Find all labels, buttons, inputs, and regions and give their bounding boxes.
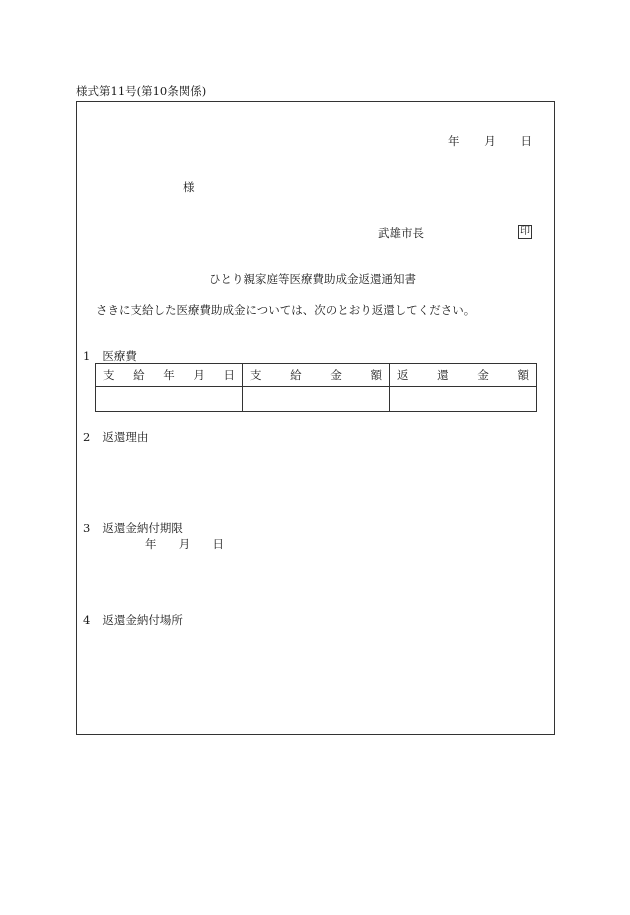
- header-payment-amount: [243, 364, 390, 387]
- header-char: 給: [290, 368, 302, 382]
- cell-refund-amount[interactable]: [390, 387, 537, 412]
- form-label: 様式第11号(第10条関係): [76, 84, 207, 98]
- section-2-heading: [83, 430, 148, 444]
- header-char: 日: [223, 368, 235, 382]
- intro-text: さきに支給した医療費助成金については、次のとおり返還してください。: [96, 303, 476, 317]
- deadline-month: 月: [178, 537, 191, 551]
- section-label: 返還金納付期限: [102, 521, 183, 535]
- deadline-day: 日: [212, 537, 224, 551]
- deadline-year: 年: [145, 537, 157, 551]
- date-line: [448, 134, 532, 148]
- section-1-heading: [83, 349, 137, 363]
- cell-payment-amount[interactable]: [243, 387, 390, 412]
- header-char: 金: [330, 368, 342, 382]
- section-4-heading: [83, 613, 183, 627]
- section-number: 1: [83, 349, 91, 363]
- header-char: 給: [133, 368, 145, 382]
- addressee-suffix: 様: [183, 180, 195, 194]
- document-title: ひとり親家庭等医療費助成金返還通知書: [209, 272, 416, 286]
- form-frame: [76, 101, 555, 735]
- section-label: 返還理由: [102, 430, 149, 444]
- section-number: 3: [83, 521, 91, 535]
- issuer-name: 武雄市長: [378, 226, 424, 240]
- header-char: 年: [163, 368, 175, 382]
- header-char: 金: [477, 368, 489, 382]
- section-3-heading: [83, 521, 183, 535]
- section-number: 4: [83, 613, 91, 627]
- header-char: 還: [437, 368, 449, 382]
- header-char: 額: [370, 368, 382, 382]
- header-char: 額: [517, 368, 529, 382]
- section-label: 医療費: [102, 349, 137, 363]
- date-day: 日: [520, 134, 532, 148]
- header-char: 返: [397, 368, 409, 382]
- section-number: 2: [83, 430, 91, 444]
- header-char: 支: [103, 368, 115, 382]
- date-month: 月: [484, 134, 496, 148]
- header-payment-date: [96, 364, 243, 387]
- header-refund-amount: [390, 364, 537, 387]
- medical-fee-table: [95, 363, 537, 412]
- table-row: [96, 387, 537, 412]
- deadline-date: [145, 537, 224, 551]
- table-header-row: [96, 364, 537, 387]
- date-year: 年: [448, 134, 460, 148]
- seal-mark: 印: [520, 226, 530, 237]
- header-char: 月: [193, 368, 205, 382]
- section-label: 返還金納付場所: [102, 613, 183, 627]
- header-char: 支: [250, 368, 262, 382]
- cell-payment-date[interactable]: [96, 387, 243, 412]
